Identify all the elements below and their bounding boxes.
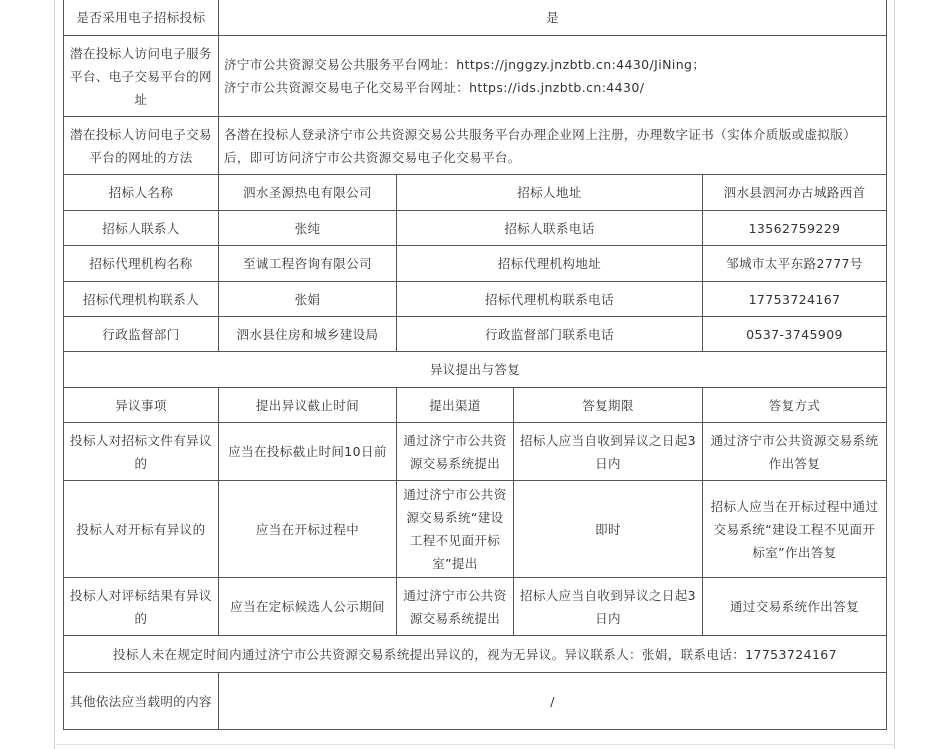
objection-cell: 通过济宁市公共资源交易系统提出 bbox=[397, 578, 514, 636]
objection-cell: 应当在开标过程中 bbox=[219, 481, 397, 578]
contact-value: 至诚工程咨询有限公司 bbox=[219, 246, 397, 282]
objection-cell: 投标人对评标结果有异议的 bbox=[64, 578, 219, 636]
contact-label: 行政监督部门 bbox=[64, 317, 219, 352]
public-service-platform-url[interactable]: 济宁市公共资源交易公共服务平台网址：https://jnggzy.jnzbtb.cn:4430/JiNing； bbox=[224, 57, 706, 72]
objection-row bbox=[64, 481, 887, 578]
objection-cell: 招标人应当自收到异议之日起3日内 bbox=[514, 578, 703, 636]
contact-row bbox=[64, 175, 887, 211]
objection-row bbox=[64, 423, 887, 481]
objection-note-row bbox=[64, 636, 887, 673]
tender-info-table bbox=[63, 0, 887, 730]
objection-header-row bbox=[64, 388, 887, 423]
electronic-bidding-row bbox=[64, 0, 887, 36]
access-method-value: 各潜在投标人登录济宁市公共资源交易公共服务平台办理企业网上注册，办理数字证书（实体介质版或虚拟版）后，即可访问济宁市公共资源交易电子化交易平台。 bbox=[219, 117, 887, 175]
contact-row bbox=[64, 246, 887, 282]
contact-label: 招标人名称 bbox=[64, 175, 219, 211]
page-edge-left bbox=[54, 0, 55, 749]
contact-value: 泗水县泗河办古城路西首 bbox=[703, 175, 887, 211]
page-edge-right bbox=[894, 0, 895, 749]
contact-value: 邹城市太平东路2777号 bbox=[703, 246, 887, 282]
column-header: 答复方式 bbox=[703, 388, 887, 423]
platform-urls-row bbox=[64, 36, 887, 117]
objection-cell: 应当在投标截止时间10日前 bbox=[219, 423, 397, 481]
objection-cell: 通过济宁市公共资源交易系统作出答复 bbox=[703, 423, 887, 481]
contact-label: 招标代理机构地址 bbox=[397, 246, 703, 282]
page-edge-bottom bbox=[54, 744, 895, 745]
contact-row bbox=[64, 211, 887, 246]
contact-label: 招标代理机构联系电话 bbox=[397, 282, 703, 317]
contact-label: 招标人地址 bbox=[397, 175, 703, 211]
contact-label: 招标人联系电话 bbox=[397, 211, 703, 246]
access-method-row bbox=[64, 117, 887, 175]
objection-cell: 投标人对开标有异议的 bbox=[64, 481, 219, 578]
objection-row bbox=[64, 578, 887, 636]
contact-value: 17753724167 bbox=[703, 282, 887, 317]
other-content-row bbox=[64, 673, 887, 730]
objection-note: 投标人未在规定时间内通过济宁市公共资源交易系统提出异议的，视为无异议。异议联系人：张娟，联系电话：17753724167 bbox=[64, 636, 887, 673]
contact-value: 张纯 bbox=[219, 211, 397, 246]
objection-cell: 通过济宁市公共资源交易系统提出 bbox=[397, 423, 514, 481]
column-header: 异议事项 bbox=[64, 388, 219, 423]
objection-cell: 招标人应当在开标过程中通过交易系统“建设工程不见面开标室”作出答复 bbox=[703, 481, 887, 578]
electronic-bidding-label: 是否采用电子招标投标 bbox=[64, 0, 219, 36]
contact-value: 13562759229 bbox=[703, 211, 887, 246]
contact-value: 0537-3745909 bbox=[703, 317, 887, 352]
contact-label: 招标代理机构联系人 bbox=[64, 282, 219, 317]
other-content-label: 其他依法应当载明的内容 bbox=[64, 673, 219, 730]
contact-label: 行政监督部门联系电话 bbox=[397, 317, 703, 352]
electronic-trading-platform-url[interactable]: 济宁市公共资源交易电子化交易平台网址：https://ids.jnzbtb.cn:4430/ bbox=[224, 80, 645, 95]
objection-cell: 通过济宁市公共资源交易系统“建设工程不见面开标室”提出 bbox=[397, 481, 514, 578]
objection-title-row bbox=[64, 352, 887, 388]
platform-urls-label: 潜在投标人访问电子服务平台、电子交易平台的网址 bbox=[64, 36, 219, 117]
column-header: 提出渠道 bbox=[397, 388, 514, 423]
objection-cell: 通过交易系统作出答复 bbox=[703, 578, 887, 636]
contact-value: 张娟 bbox=[219, 282, 397, 317]
contact-label: 招标人联系人 bbox=[64, 211, 219, 246]
objection-cell: 应当在定标候选人公示期间 bbox=[219, 578, 397, 636]
contact-value: 泗水圣源热电有限公司 bbox=[219, 175, 397, 211]
column-header: 提出异议截止时间 bbox=[219, 388, 397, 423]
contact-value: 泗水县住房和城乡建设局 bbox=[219, 317, 397, 352]
access-method-label: 潜在投标人访问电子交易平台的网址的方法 bbox=[64, 117, 219, 175]
other-content-value: / bbox=[219, 673, 887, 730]
column-header: 答复期限 bbox=[514, 388, 703, 423]
contact-label: 招标代理机构名称 bbox=[64, 246, 219, 282]
contact-row bbox=[64, 282, 887, 317]
objection-cell: 投标人对招标文件有异议的 bbox=[64, 423, 219, 481]
objection-cell: 招标人应当自收到异议之日起3日内 bbox=[514, 423, 703, 481]
platform-urls-value bbox=[219, 36, 887, 117]
objection-section-title: 异议提出与答复 bbox=[64, 352, 887, 388]
objection-cell: 即时 bbox=[514, 481, 703, 578]
electronic-bidding-value: 是 bbox=[219, 0, 887, 36]
contact-row bbox=[64, 317, 887, 352]
